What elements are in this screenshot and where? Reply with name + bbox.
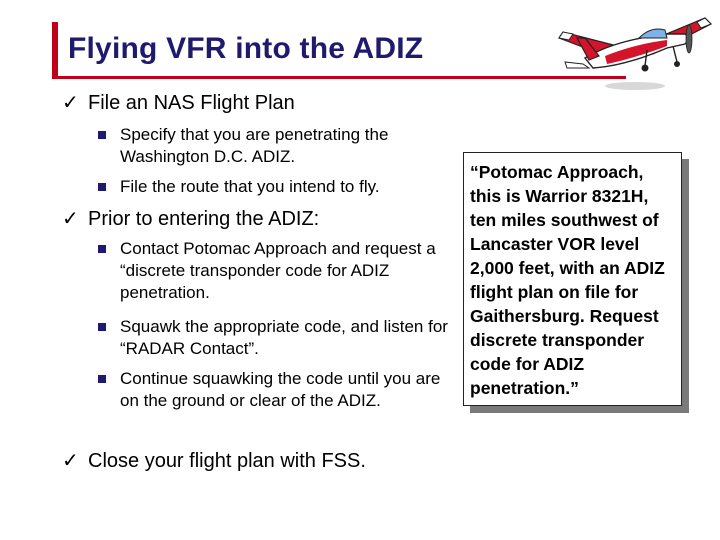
section2-heading — [62, 207, 319, 231]
section1-bullet-2: File the route that you intend to fly. — [98, 176, 448, 198]
section3-heading-text: Close your flight plan with FSS. — [88, 450, 366, 472]
square-bullet-icon — [98, 375, 106, 383]
checkmark-icon: ✓ — [62, 450, 79, 472]
radio-call-quote-box — [463, 152, 682, 406]
square-bullet-icon — [98, 183, 106, 191]
slide-title: Flying VFR into the ADIZ — [68, 32, 424, 65]
square-bullet-icon — [98, 245, 106, 253]
airplane-icon — [555, 4, 715, 92]
section3-heading — [62, 449, 366, 473]
section2-heading-text: Prior to entering the ADIZ: — [88, 208, 320, 230]
section1-bullet-1: Specify that you are penetrating the Washington D.C. ADIZ. — [98, 124, 448, 168]
section2-bullet-3: Continue squawking the code until you are on the ground or clear of the ADIZ. — [98, 368, 448, 412]
title-underline — [52, 76, 626, 79]
section1-heading — [62, 91, 295, 115]
section1-heading-text: File an NAS Flight Plan — [88, 92, 295, 114]
title-accent-bar — [52, 22, 58, 76]
square-bullet-icon — [98, 131, 106, 139]
section2-bullet-2: Squawk the appropriate code, and listen for “RADAR Contact”. — [98, 316, 448, 360]
radio-call-quote: “Potomac Approach, this is Warrior 8321H, ten miles southwest of Lancaster VOR level 2,000 feet, with an ADIZ flight plan on file for Gaithersburg. Request discrete transponder code for ADIZ penetration.” — [470, 162, 665, 398]
square-bullet-icon — [98, 323, 106, 331]
checkmark-icon: ✓ — [62, 92, 79, 114]
checkmark-icon: ✓ — [62, 208, 79, 230]
section2-bullet-1: Contact Potomac Approach and request a “discrete transponder code for ADIZ penetration. — [98, 238, 448, 304]
